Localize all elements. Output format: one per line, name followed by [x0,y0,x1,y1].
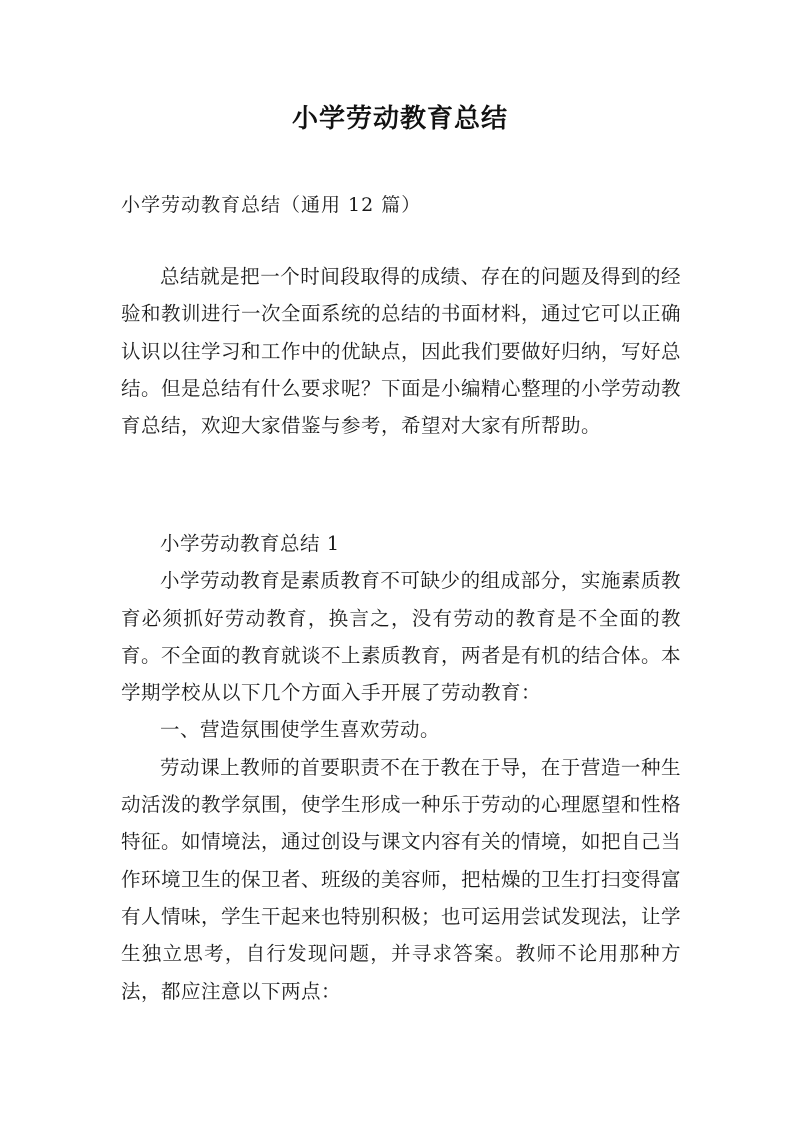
intro-paragraph: 总结就是把一个时间段取得的成绩、存在的问题及得到的经验和教训进行一次全面系统的总结的书面材料，通过它可以正确认识以往学习和工作中的优缺点，因此我们要做好归纳，写好总结。但是总结有什么要求呢？下面是小编精心整理的小学劳动教育总结，欢迎大家借鉴与参考，希望对大家有所帮助。 [121,265,682,438]
section-1 [121,525,681,1010]
document-subtitle: 小学劳动教育总结（通用 12 篇） [121,194,422,216]
section-heading: 小学劳动教育总结 1 [160,532,340,555]
intro-block [121,258,681,444]
section-paragraph: 劳动课上教师的首要职责不在于教在于导，在于营造一种生动活泼的教学氛围，使学生形成一种乐于劳动的心理愿望和性格特征。如情境法，通过创设与课文内容有关的情境，如把自己当作环境卫生的保卫者、班级的美容师，把枯燥的卫生打扫变得富有人情味，学生干起来也特别积极；也可运用尝试发现法，让学生独立思考，自行发现问题，并寻求答案。教师不论用那种方法，都应注意以下两点： [121,755,682,1003]
section-paragraph: 小学劳动教育是素质教育不可缺少的组成部分，实施素质教育必须抓好劳动教育，换言之，没有劳动的教育是不全面的教育。不全面的教育就谈不上素质教育，两者是有机的结合体。本学期学校从以下几个方面入手开展了劳动教育： [121,569,682,705]
section-subheading: 一、营造氛围使学生喜欢劳动。 [160,718,441,742]
document-title: 小学劳动教育总结 [291,104,508,134]
